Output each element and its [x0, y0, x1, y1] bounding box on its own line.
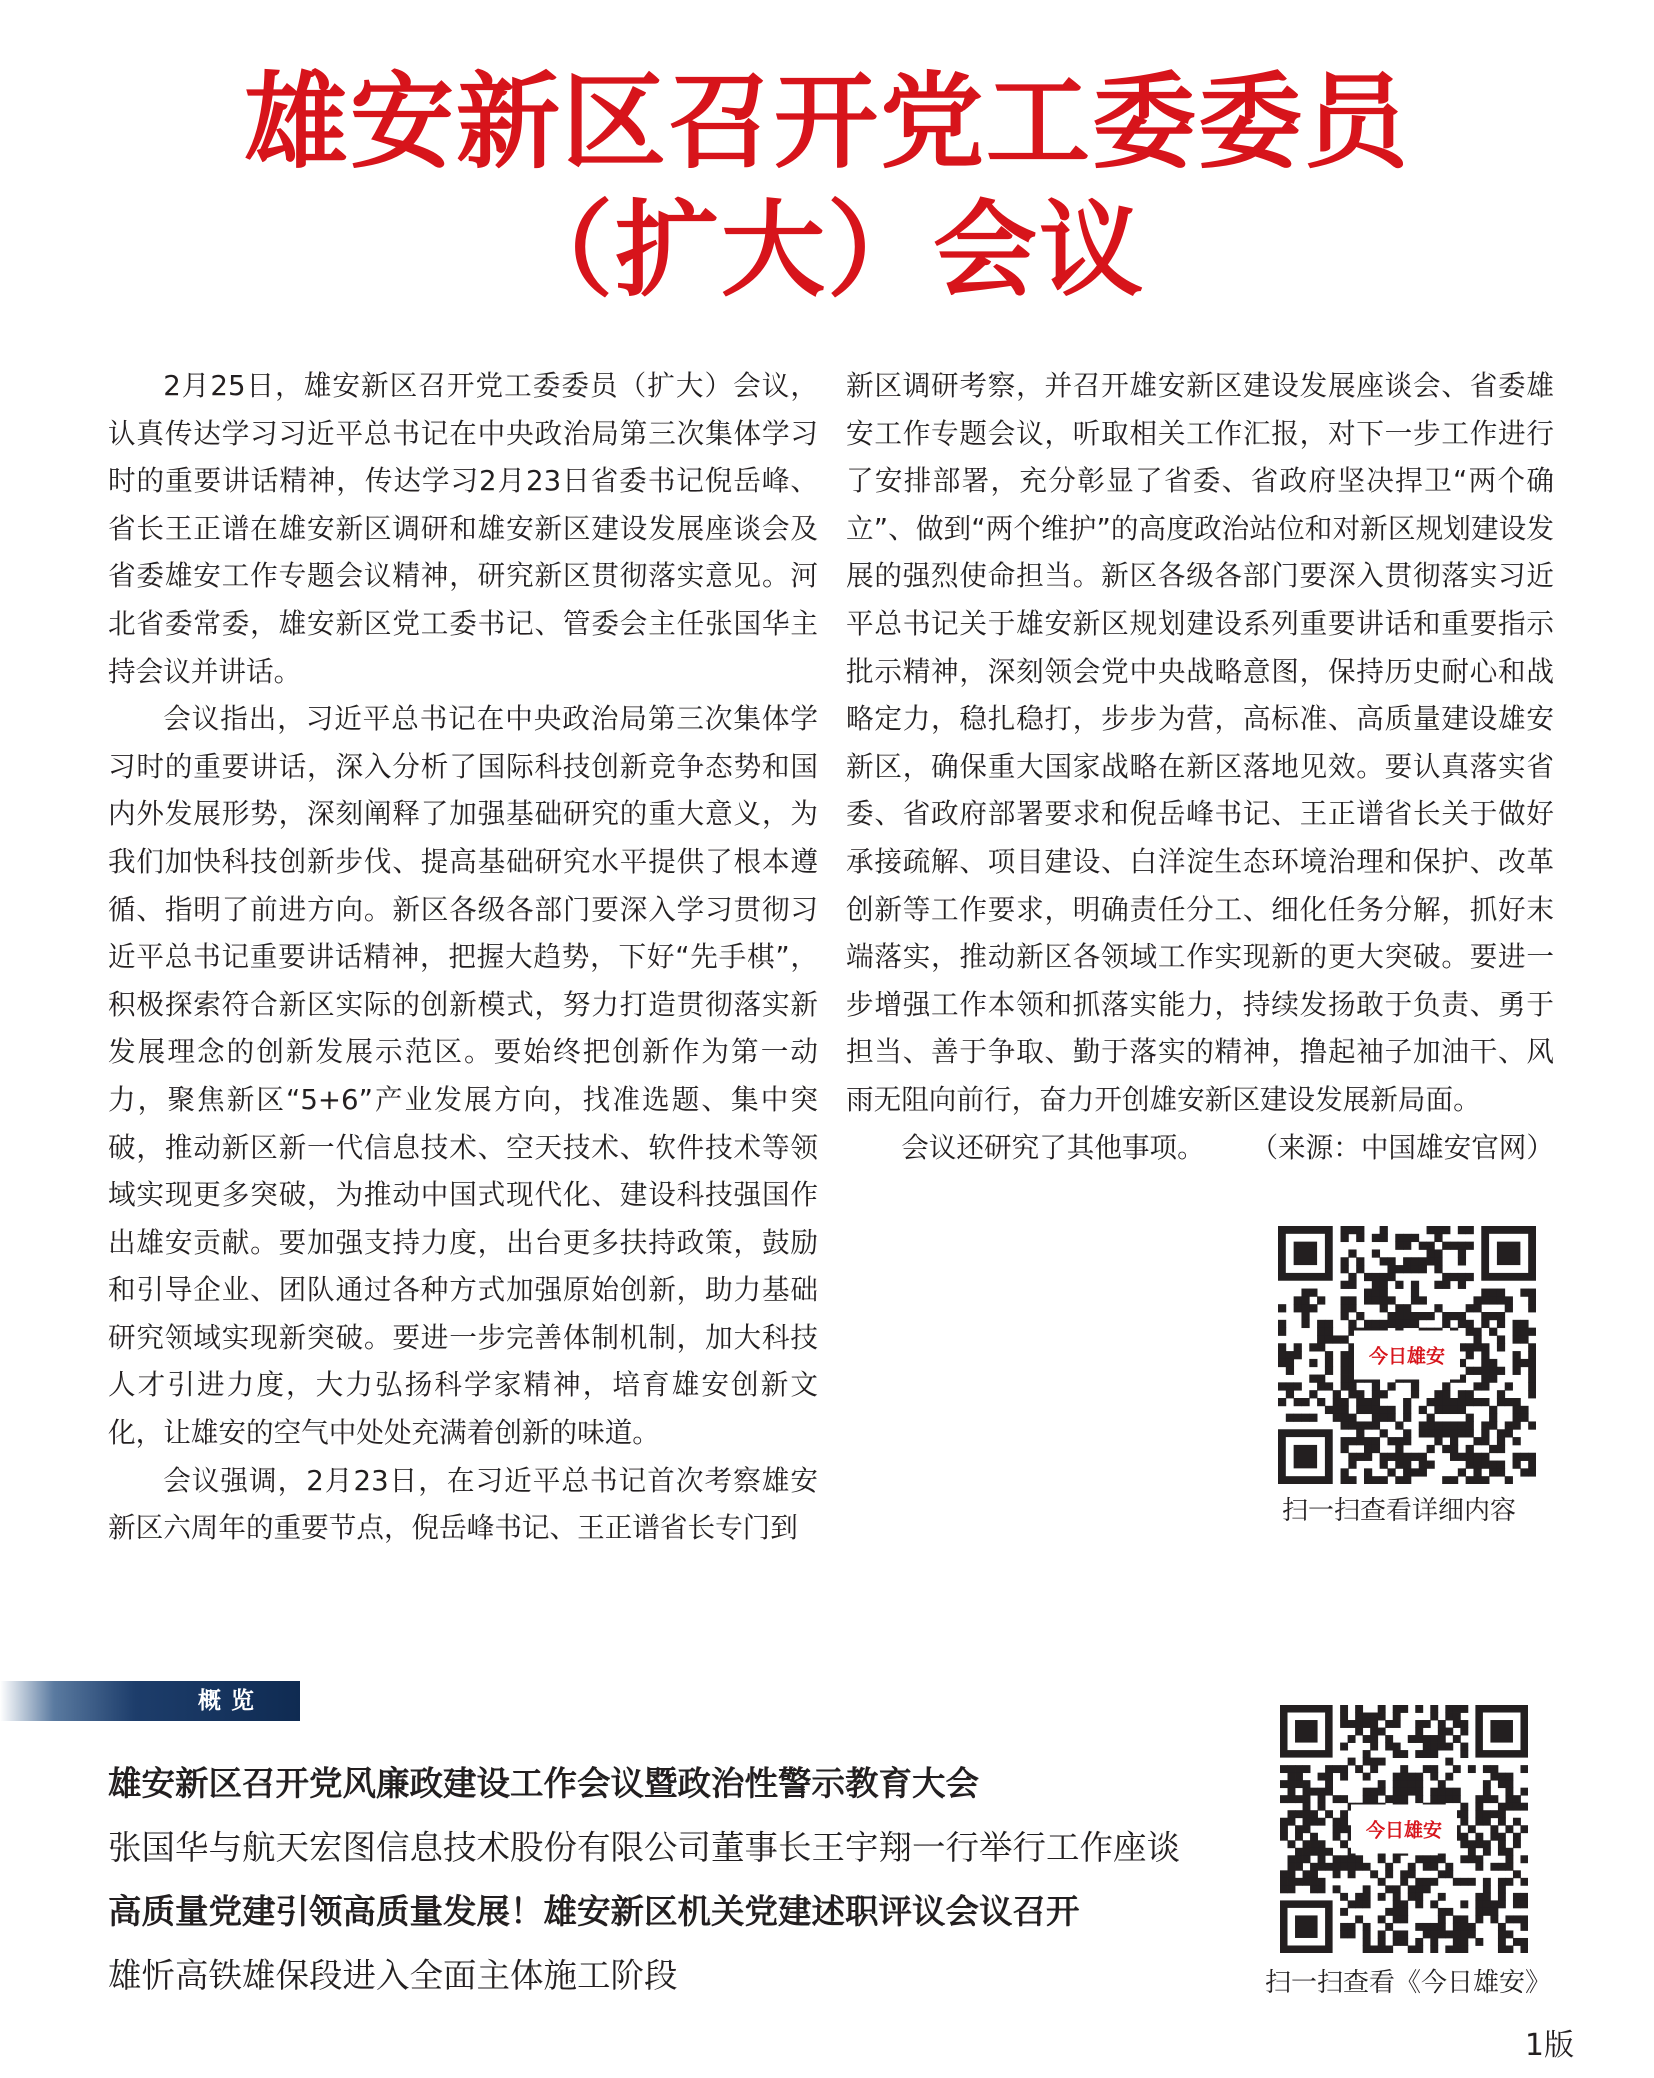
article-paragraph: 会议指出，习近平总书记在中央政治局第三次集体学习时的重要讲话，深入分析了国际科技创新竞争态势和国内外发展形势，深刻阐释了加强基础研究的重大意义，为我们加快科技创新步伐、提高基础研究水平提供了根本遵循、指明了前进方向。新区各级各部门要深入学习贯彻习近平总书记重要讲话精神，把握大趋势，下好“先手棋”，积极探索符合新区实际的创新模式，努力打造贯彻落实新发展理念的创新发展示范区。要始终把创新作为第一动力，聚焦新区“5+6”产业发展方向，找准选题、集中突破，推动新区新一代信息技术、空天技术、软件技术等领域实现更多突破，为推动中国式现代化、建设科技强国作出雄安贡献。要加强支持力度，出台更多扶持政策，鼓励和引导企业、团队通过各种方式加强原始创新，助力基础研究领域实现新突破。要进一步完善体制机制，加大科技人才引进力度，大力弘扬科学家精神，培育雄安创新文化，让雄安的空气中处处充满着创新的味道。	[108, 702, 818, 1450]
article-paragraph: 2月25日，雄安新区召开党工委委员（扩大）会议，认真传达学习习近平总书记在中央政治局第三次集体学习时的重要讲话精神，传达学习2月23日省委书记倪岳峰、省长王正谱在雄安新区调研和雄安新区建设发展座谈会及省委雄安工作专题会议精神，研究新区贯彻落实意见。河北省委常委，雄安新区党工委书记、管委会主任张国华主持会议并讲话。	[108, 369, 818, 688]
headline-line-2: （扩大）会议	[508, 188, 1145, 311]
article-source: （来源：中国雄安官网）	[1250, 1130, 1554, 1164]
qr-caption-detail: 扫一扫查看详细内容	[1282, 1496, 1517, 1526]
headline-link[interactable]: 高质量党建引领高质量发展！雄安新区机关党建述职评议会议召开	[108, 1892, 1080, 1931]
article-column-right	[846, 362, 1554, 1171]
overview-label: 概览	[198, 1688, 264, 1714]
qr-caption-app: 扫一扫查看《今日雄安》	[1265, 1968, 1552, 1998]
headline-link[interactable]: 雄忻高铁雄保段进入全面主体施工阶段	[108, 1956, 678, 1995]
headline	[0, 58, 1654, 314]
page-number: 1版	[1524, 2028, 1574, 2063]
headline-line-1: 雄安新区召开党工委委员	[243, 60, 1410, 183]
closing-text: 会议还研究了其他事项。	[901, 1130, 1205, 1164]
article-paragraph: 会议强调，2月23日，在习近平总书记首次考察雄安新区六周年的重要节点，倪岳峰书记、王正谱省长专门到	[108, 1463, 818, 1545]
overview-headlines	[108, 1752, 1180, 2008]
qr-badge-logo: 今日雄安	[1357, 1334, 1457, 1377]
qr-code-app[interactable]	[1280, 1705, 1528, 1953]
article-column-left	[108, 362, 818, 1552]
article-closing	[846, 1124, 1554, 1172]
qr-code-detail[interactable]	[1278, 1226, 1536, 1484]
article-paragraph: 新区调研考察，并召开雄安新区建设发展座谈会、省委雄安工作专题会议，听取相关工作汇报，对下一步工作进行了安排部署，充分彰显了省委、省政府坚决捍卫“两个确立”、做到“两个维护”的高度政治站位和对新区规划建设发展的强烈使命担当。新区各级各部门要深入贯彻落实习近平总书记关于雄安新区规划建设系列重要讲话和重要指示批示精神，深刻领会党中央战略意图，保持历史耐心和战略定力，稳扎稳打，步步为营，高标准、高质量建设雄安新区，确保重大国家战略在新区落地见效。要认真落实省委、省政府部署要求和倪岳峰书记、王正谱省长关于做好承接疏解、项目建设、白洋淀生态环境治理和保护、改革创新等工作要求，明确责任分工、细化任务分解，抓好末端落实，推动新区各领域工作实现新的更大突破。要进一步增强工作本领和抓落实能力，持续发扬敢于负责、勇于担当、善于争取、勤于落实的精神，撸起袖子加油干、风雨无阻向前行，奋力开创雄安新区建设发展新局面。	[846, 369, 1554, 1116]
headline-link[interactable]: 雄安新区召开党风廉政建设工作会议暨政治性警示教育大会	[108, 1764, 979, 1803]
qr-badge-logo: 今日雄安	[1354, 1808, 1454, 1851]
headline-link[interactable]: 张国华与航天宏图信息技术股份有限公司董事长王宇翔一行举行工作座谈	[108, 1828, 1180, 1867]
